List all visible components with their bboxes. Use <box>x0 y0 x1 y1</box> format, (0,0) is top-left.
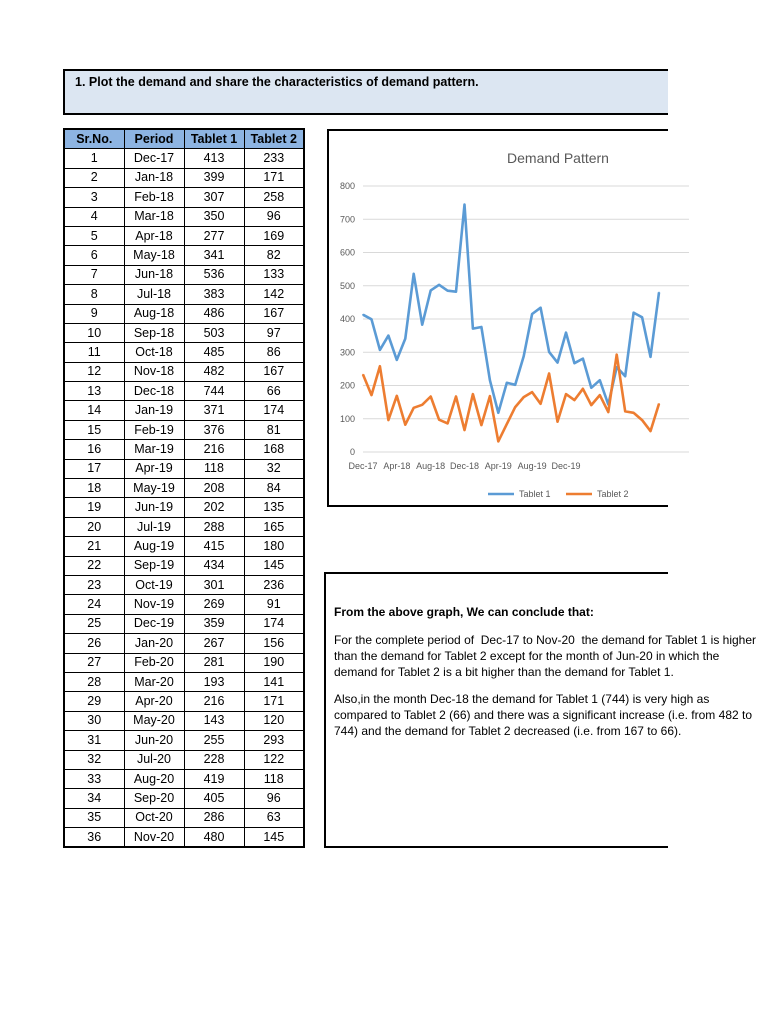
column-header: Tablet 2 <box>244 129 304 149</box>
period-cell: Jun-19 <box>124 498 184 517</box>
data-point <box>455 396 457 398</box>
data-point <box>371 319 373 321</box>
tablet-2-cell: 167 <box>244 304 304 323</box>
period-cell: Aug-19 <box>124 537 184 556</box>
period-cell: Oct-18 <box>124 343 184 362</box>
data-point <box>388 335 390 337</box>
period-cell: Sep-20 <box>124 789 184 808</box>
table-row <box>64 149 304 168</box>
sr-no-cell: 11 <box>64 343 124 362</box>
tablet-2-cell: 165 <box>244 517 304 536</box>
tablet-2-cell: 156 <box>244 634 304 653</box>
y-tick-label: 800 <box>339 181 355 191</box>
tablet-2-cell: 135 <box>244 498 304 517</box>
table-row <box>64 769 304 788</box>
tablet-1-cell: 277 <box>184 226 244 245</box>
tablet-2-cell: 167 <box>244 362 304 381</box>
tablet-1-cell: 485 <box>184 343 244 362</box>
sr-no-cell: 18 <box>64 479 124 498</box>
tablet-2-cell: 120 <box>244 711 304 730</box>
data-point <box>362 314 364 316</box>
sr-no-cell: 20 <box>64 517 124 536</box>
tablet-1-cell: 216 <box>184 440 244 459</box>
table-row <box>64 692 304 711</box>
data-point <box>574 399 576 401</box>
data-point <box>540 307 542 309</box>
tablet-1-cell: 371 <box>184 401 244 420</box>
table-row <box>64 595 304 614</box>
tablet-1-cell: 350 <box>184 207 244 226</box>
data-point <box>371 394 373 396</box>
sr-no-cell: 10 <box>64 323 124 342</box>
sr-no-cell: 6 <box>64 246 124 265</box>
period-cell: Nov-19 <box>124 595 184 614</box>
data-point <box>362 374 364 376</box>
column-header: Tablet 1 <box>184 129 244 149</box>
data-point <box>464 204 466 206</box>
table-row <box>64 789 304 808</box>
data-point <box>388 419 390 421</box>
period-cell: Sep-19 <box>124 556 184 575</box>
tablet-2-cell: 96 <box>244 207 304 226</box>
period-cell: Jul-18 <box>124 285 184 304</box>
period-cell: Apr-19 <box>124 459 184 478</box>
table-row <box>64 653 304 672</box>
column-header: Sr.No. <box>64 129 124 149</box>
tablet-1-cell: 486 <box>184 304 244 323</box>
sr-no-cell: 33 <box>64 769 124 788</box>
sr-no-cell: 22 <box>64 556 124 575</box>
data-point <box>582 358 584 360</box>
period-cell: Jan-18 <box>124 168 184 187</box>
tablet-2-cell: 169 <box>244 226 304 245</box>
data-point <box>447 290 449 292</box>
data-point <box>641 317 643 319</box>
table-row <box>64 382 304 401</box>
table-row <box>64 575 304 594</box>
sr-no-cell: 3 <box>64 188 124 207</box>
table-row <box>64 711 304 730</box>
sr-no-cell: 29 <box>64 692 124 711</box>
tablet-2-cell: 96 <box>244 789 304 808</box>
period-cell: Jan-20 <box>124 634 184 653</box>
tablet-1-cell: 744 <box>184 382 244 401</box>
data-point <box>438 284 440 286</box>
tablet-2-cell: 171 <box>244 168 304 187</box>
data-point <box>540 403 542 405</box>
tablet-1-cell: 405 <box>184 789 244 808</box>
column-header: Period <box>124 129 184 149</box>
period-cell: Feb-20 <box>124 653 184 672</box>
table-header-row <box>64 129 304 149</box>
data-point <box>514 384 516 386</box>
x-tick-label: Apr-19 <box>484 461 512 471</box>
tablet-1-cell: 281 <box>184 653 244 672</box>
period-cell: Sep-18 <box>124 323 184 342</box>
tablet-1-cell: 482 <box>184 362 244 381</box>
data-point <box>481 326 483 328</box>
conclusion-line: For the complete period of Dec-17 to Nov-20 the demand for Tablet 1 is higher <box>334 633 757 647</box>
series-line-tablet-2 <box>363 355 659 442</box>
table-row <box>64 246 304 265</box>
x-tick-label: Dec-18 <box>449 461 479 471</box>
table-row <box>64 479 304 498</box>
sr-no-cell: 26 <box>64 634 124 653</box>
data-point <box>616 354 618 356</box>
period-cell: Jul-19 <box>124 517 184 536</box>
tablet-2-cell: 180 <box>244 537 304 556</box>
y-tick-label: 700 <box>339 214 355 225</box>
legend-label: Tablet 1 <box>519 489 551 499</box>
tablet-1-cell: 413 <box>184 149 244 168</box>
tablet-1-cell: 301 <box>184 575 244 594</box>
period-cell: Nov-18 <box>124 362 184 381</box>
x-tick-label: Dec-17 <box>348 461 378 471</box>
period-cell: Oct-20 <box>124 808 184 827</box>
table-row <box>64 285 304 304</box>
y-tick-label: 500 <box>339 280 355 291</box>
data-point <box>523 355 525 357</box>
data-point <box>489 379 491 381</box>
tablet-1-cell: 286 <box>184 808 244 827</box>
table-row <box>64 420 304 439</box>
tablet-1-cell: 480 <box>184 828 244 848</box>
period-cell: May-19 <box>124 479 184 498</box>
tablet-1-cell: 536 <box>184 265 244 284</box>
sr-no-cell: 32 <box>64 750 124 769</box>
tablet-1-cell: 359 <box>184 614 244 633</box>
sr-no-cell: 28 <box>64 672 124 691</box>
table-row <box>64 556 304 575</box>
tablet-1-cell: 288 <box>184 517 244 536</box>
tablet-1-cell: 269 <box>184 595 244 614</box>
table-row <box>64 265 304 284</box>
sr-no-cell: 35 <box>64 808 124 827</box>
sr-no-cell: 9 <box>64 304 124 323</box>
table-row <box>64 440 304 459</box>
table-row <box>64 188 304 207</box>
conclusion-box <box>324 572 757 848</box>
conclusion-heading: From the above graph, We can conclude that: <box>334 605 594 619</box>
sr-no-cell: 17 <box>64 459 124 478</box>
question-header: 1. Plot the demand and share the characteristics of demand pattern. <box>63 69 668 115</box>
data-point <box>650 430 652 432</box>
conclusion-line: 744) and the demand for Tablet 2 decreased (i.e. from 167 to 66). <box>334 724 682 738</box>
data-point <box>430 396 432 398</box>
data-point <box>641 419 643 421</box>
tablet-1-cell: 376 <box>184 420 244 439</box>
table-row <box>64 323 304 342</box>
table-row <box>64 808 304 827</box>
data-point <box>421 404 423 406</box>
tablet-1-cell: 415 <box>184 537 244 556</box>
data-point <box>447 423 449 425</box>
period-cell: Feb-18 <box>124 188 184 207</box>
period-cell: Mar-19 <box>124 440 184 459</box>
conclusion-paragraph-1 <box>334 632 757 680</box>
y-tick-label: 100 <box>339 413 355 424</box>
sr-no-cell: 15 <box>64 420 124 439</box>
period-cell: May-18 <box>124 246 184 265</box>
data-point <box>624 375 626 377</box>
sr-no-cell: 31 <box>64 731 124 750</box>
y-tick-label: 400 <box>339 314 355 324</box>
demand-table <box>63 128 305 848</box>
tablet-1-cell: 307 <box>184 188 244 207</box>
data-point <box>633 312 635 314</box>
tablet-2-cell: 81 <box>244 420 304 439</box>
data-point <box>582 388 584 390</box>
chart-title: Demand Pattern <box>507 150 609 166</box>
period-cell: Aug-20 <box>124 769 184 788</box>
y-tick-label: 0 <box>349 447 355 457</box>
sr-no-cell: 19 <box>64 498 124 517</box>
sr-no-cell: 16 <box>64 440 124 459</box>
sr-no-cell: 13 <box>64 382 124 401</box>
sr-no-cell: 34 <box>64 789 124 808</box>
period-cell: Dec-17 <box>124 149 184 168</box>
tablet-1-cell: 383 <box>184 285 244 304</box>
sr-no-cell: 30 <box>64 711 124 730</box>
data-point <box>379 349 381 351</box>
data-point <box>464 429 466 431</box>
tablet-2-cell: 63 <box>244 808 304 827</box>
period-cell: Mar-18 <box>124 207 184 226</box>
data-point <box>396 395 398 397</box>
data-point <box>506 423 508 425</box>
tablet-2-cell: 118 <box>244 769 304 788</box>
tablet-1-cell: 399 <box>184 168 244 187</box>
tablet-2-cell: 168 <box>244 440 304 459</box>
table-row <box>64 459 304 478</box>
data-point <box>531 391 533 393</box>
tablet-2-cell: 86 <box>244 343 304 362</box>
tablet-2-cell: 233 <box>244 149 304 168</box>
period-cell: Feb-19 <box>124 420 184 439</box>
data-point <box>591 404 593 406</box>
data-point <box>658 292 660 294</box>
data-point <box>396 359 398 361</box>
tablet-1-cell: 208 <box>184 479 244 498</box>
data-point <box>413 407 415 409</box>
data-point <box>455 291 457 293</box>
tablet-2-cell: 236 <box>244 575 304 594</box>
table-row <box>64 517 304 536</box>
data-point <box>591 387 593 389</box>
y-tick-label: 600 <box>339 247 355 258</box>
period-cell: Aug-18 <box>124 304 184 323</box>
data-point <box>633 412 635 414</box>
period-cell: Apr-18 <box>124 226 184 245</box>
tablet-2-cell: 66 <box>244 382 304 401</box>
sr-no-cell: 5 <box>64 226 124 245</box>
table-row <box>64 362 304 381</box>
tablet-2-cell: 174 <box>244 401 304 420</box>
data-point <box>565 332 567 334</box>
tablet-1-cell: 341 <box>184 246 244 265</box>
sr-no-cell: 24 <box>64 595 124 614</box>
table-row <box>64 614 304 633</box>
data-point <box>599 379 601 381</box>
demand-line-chart <box>329 131 689 509</box>
data-point <box>574 362 576 364</box>
table-row <box>64 731 304 750</box>
data-point <box>472 328 474 330</box>
period-cell: Jun-18 <box>124 265 184 284</box>
table-row <box>64 343 304 362</box>
sr-no-cell: 27 <box>64 653 124 672</box>
data-point <box>531 313 533 315</box>
tablet-1-cell: 434 <box>184 556 244 575</box>
period-cell: Jan-19 <box>124 401 184 420</box>
data-point <box>489 395 491 397</box>
table-row <box>64 401 304 420</box>
table-row <box>64 672 304 691</box>
data-point <box>557 362 559 364</box>
tablet-2-cell: 133 <box>244 265 304 284</box>
table-row <box>64 828 304 848</box>
sr-no-cell: 21 <box>64 537 124 556</box>
data-point <box>379 365 381 367</box>
series-line-tablet-1 <box>363 205 659 413</box>
data-point <box>472 393 474 395</box>
tablet-2-cell: 293 <box>244 731 304 750</box>
sr-no-cell: 23 <box>64 575 124 594</box>
data-point <box>548 373 550 375</box>
tablet-2-cell: 32 <box>244 459 304 478</box>
y-tick-label: 300 <box>339 347 355 358</box>
period-cell: Oct-19 <box>124 575 184 594</box>
sr-no-cell: 7 <box>64 265 124 284</box>
period-cell: Apr-20 <box>124 692 184 711</box>
tablet-2-cell: 174 <box>244 614 304 633</box>
conclusion-line: than the demand for Tablet 2 except for the month of Jun-20 in which the <box>334 649 720 663</box>
demand-chart <box>327 129 668 507</box>
x-tick-label: Aug-19 <box>517 461 547 471</box>
tablet-1-cell: 118 <box>184 459 244 478</box>
data-point <box>404 338 406 340</box>
x-tick-label: Aug-18 <box>416 461 446 471</box>
period-cell: Dec-18 <box>124 382 184 401</box>
tablet-2-cell: 91 <box>244 595 304 614</box>
sr-no-cell: 1 <box>64 149 124 168</box>
sr-no-cell: 36 <box>64 828 124 848</box>
conclusion-line: Also,in the month Dec-18 the demand for Tablet 1 (744) is very high as <box>334 692 710 706</box>
period-cell: Mar-20 <box>124 672 184 691</box>
period-cell: Dec-19 <box>124 614 184 633</box>
data-point <box>565 393 567 395</box>
tablet-2-cell: 258 <box>244 188 304 207</box>
sr-no-cell: 4 <box>64 207 124 226</box>
table-row <box>64 304 304 323</box>
data-point <box>523 396 525 398</box>
tablet-1-cell: 419 <box>184 769 244 788</box>
data-point <box>658 403 660 405</box>
data-point <box>413 273 415 275</box>
table-row <box>64 634 304 653</box>
tablet-2-cell: 142 <box>244 285 304 304</box>
tablet-1-cell: 267 <box>184 634 244 653</box>
table-row <box>64 750 304 769</box>
data-point <box>438 419 440 421</box>
data-point <box>548 351 550 353</box>
sr-no-cell: 14 <box>64 401 124 420</box>
data-point <box>498 412 500 414</box>
table-row <box>64 226 304 245</box>
tablet-2-cell: 171 <box>244 692 304 711</box>
data-point <box>599 394 601 396</box>
tablet-1-cell: 228 <box>184 750 244 769</box>
table-row <box>64 537 304 556</box>
y-tick-label: 200 <box>339 380 355 391</box>
data-point <box>514 406 516 408</box>
tablet-2-cell: 190 <box>244 653 304 672</box>
data-point <box>557 421 559 423</box>
data-point <box>506 382 508 384</box>
tablet-2-cell: 97 <box>244 323 304 342</box>
conclusion-line: compared to Tablet 2 (66) and there was a significant increase (i.e. from 482 to <box>334 708 753 722</box>
x-tick-label: Apr-18 <box>383 461 411 471</box>
table-row <box>64 207 304 226</box>
tablet-2-cell: 141 <box>244 672 304 691</box>
sr-no-cell: 2 <box>64 168 124 187</box>
tablet-2-cell: 122 <box>244 750 304 769</box>
period-cell: Jun-20 <box>124 731 184 750</box>
tablet-1-cell: 503 <box>184 323 244 342</box>
tablet-2-cell: 84 <box>244 479 304 498</box>
data-point <box>481 424 483 426</box>
conclusion-paragraph-2 <box>334 691 753 739</box>
sr-no-cell: 8 <box>64 285 124 304</box>
period-cell: Jul-20 <box>124 750 184 769</box>
data-point <box>404 424 406 426</box>
tablet-1-cell: 202 <box>184 498 244 517</box>
tablet-2-cell: 145 <box>244 556 304 575</box>
sr-no-cell: 25 <box>64 614 124 633</box>
data-point <box>430 290 432 292</box>
data-point <box>650 356 652 358</box>
table-row <box>64 168 304 187</box>
x-tick-label: Dec-19 <box>551 461 581 471</box>
table-row <box>64 498 304 517</box>
legend-label: Tablet 2 <box>597 489 629 499</box>
data-point <box>421 324 423 326</box>
data-point <box>607 411 609 413</box>
conclusion-line: demand for Tablet 2 is a bit higher than the demand for Tablet 1. <box>334 665 674 679</box>
tablet-1-cell: 193 <box>184 672 244 691</box>
tablet-2-cell: 82 <box>244 246 304 265</box>
period-cell: Nov-20 <box>124 828 184 848</box>
tablet-1-cell: 143 <box>184 711 244 730</box>
period-cell: May-20 <box>124 711 184 730</box>
data-point <box>498 441 500 443</box>
sr-no-cell: 12 <box>64 362 124 381</box>
tablet-1-cell: 216 <box>184 692 244 711</box>
tablet-2-cell: 145 <box>244 828 304 848</box>
tablet-1-cell: 255 <box>184 731 244 750</box>
data-point <box>624 411 626 413</box>
